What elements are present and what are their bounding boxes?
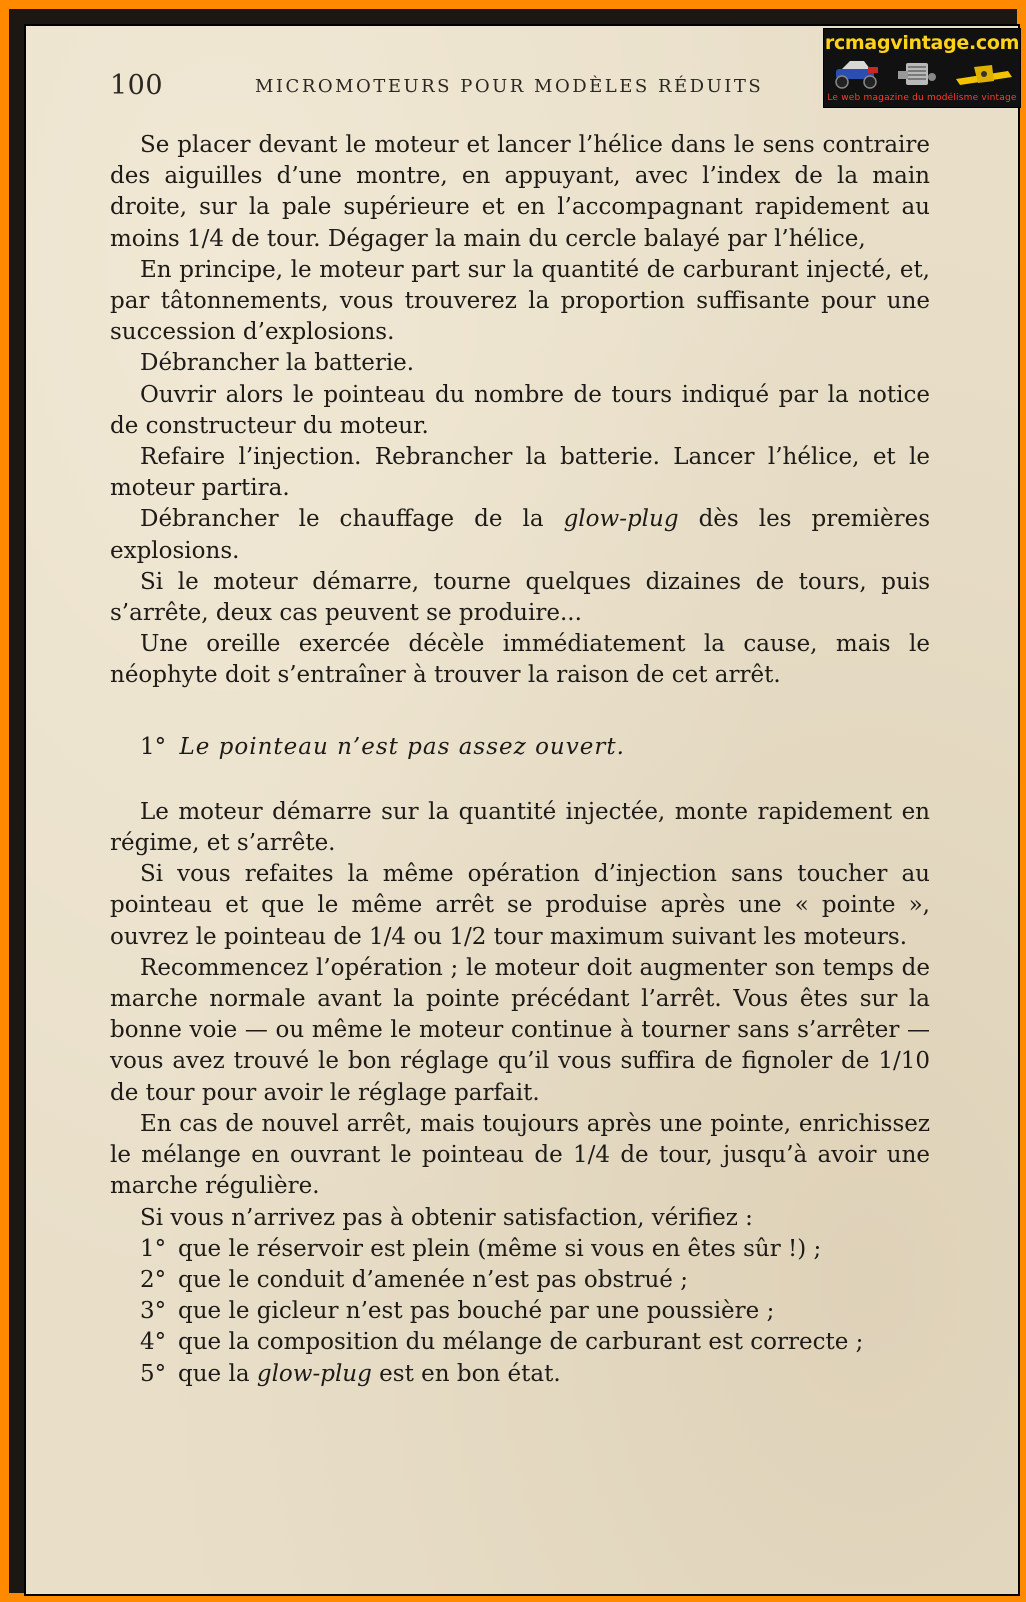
paragraph-text: Débrancher la batterie. [140, 350, 415, 377]
paragraph-text: dès les premières explosions. [110, 506, 930, 564]
page-number: 100 [110, 70, 164, 101]
checklist-number: 2° [140, 1266, 167, 1293]
model-engine-icon [898, 63, 936, 85]
paragraph: En cas de nouvel arrêt, mais toujours après une pointe, enrichissez le mélange en ouvrant le pointeau de 1/4 de tour, jusqu’à avoir une marche régulière. [110, 1110, 930, 1200]
checklist-number: 5° [140, 1360, 167, 1387]
checklist-number: 4° [140, 1329, 167, 1356]
paragraph: Recommencez l’opération ; le moteur doit augmenter son temps de marche normale avant la pointe précédant l’arrêt. Vous êtes sur la bonne voie — ou même le moteur continue à tourner sans s’arrêter — vous avez trouvé le bon réglage qu’il vous suffira de fignoler de 1/10 de tour pour avoir le réglage parfait. [110, 954, 930, 1106]
italic-term: glow-plug [256, 1360, 372, 1387]
checklist-text: que la [178, 1360, 257, 1387]
paragraph-text: Une oreille exercée décèle immédiatement la cause, mais le néophyte doit s’entraîner à trouver la raison de cet arrêt. [110, 631, 930, 689]
site-logo [823, 28, 1021, 108]
checklist-text: que le conduit d’amenée n’est pas obstrué ; [178, 1266, 688, 1293]
paragraph-text: Refaire l’injection. Rebrancher la batterie. Lancer l’hélice, et le moteur partira. [110, 444, 930, 502]
paragraph-text: En principe, le moteur part sur la quantité de carburant injecté, et, par tâtonnements, vous trouverez la proportion suffisante pour une succession d’explosions. [110, 256, 930, 346]
checklist-item [110, 1234, 930, 1265]
paragraph [110, 348, 930, 379]
checklist-item [110, 1327, 930, 1358]
checklist-item [110, 1359, 930, 1390]
logo-title: rcmagvintage.com [824, 32, 1020, 54]
checklist-number: 3° [140, 1298, 167, 1325]
paragraph-text: Se placer devant le moteur et lancer l’hélice dans le sens contraire des aiguilles d’une montre, en appuyant, avec l’index de la main droite, sur la pale supérieure et en l’accompagnant rapidement au moins 1/4 de tour. Dégager la main du cercle balayé par l’hélice, [110, 132, 930, 252]
logo-models-icon [828, 57, 1016, 91]
paragraph-text: Si le moteur démarre, tourne quelques dizaines de tours, puis s’arrête, deux cas peuvent se produire... [110, 568, 930, 627]
paragraph [110, 380, 930, 442]
rc-plane-icon [956, 65, 1012, 85]
paragraph: Si vous n’arrivez pas à obtenir satisfaction, vérifiez : [140, 1204, 753, 1231]
paragraph [110, 504, 930, 566]
checklist-item [110, 1265, 930, 1296]
page-body [110, 130, 930, 1390]
paragraph-text: Ouvrir alors le pointeau du nombre de tours indiqué par la notice de constructeur du moteur. [110, 381, 930, 439]
checklist [110, 1234, 930, 1390]
paragraph [110, 629, 930, 691]
section-title: Le pointeau n’est pas assez ouvert. [179, 733, 625, 760]
logo-subtitle: Le web magazine du modélisme vintage [827, 93, 1017, 103]
paragraph [110, 442, 930, 504]
italic-term: glow-plug [563, 506, 679, 533]
checklist-number: 1° [140, 1235, 167, 1262]
rc-car-icon [836, 61, 878, 88]
section-number: 1° [140, 733, 167, 760]
paragraph: Si vous refaites la même opération d’injection sans toucher au pointeau et que le même arrêt se produise après une « pointe », ouvrez le pointeau de 1/4 ou 1/2 tour maximum suivant les moteurs. [110, 861, 930, 950]
paragraph [110, 130, 930, 255]
page-header [110, 70, 910, 110]
paragraph: Le moteur démarre sur la quantité injectée, monte rapidement en régime, et s’arrête. [110, 798, 930, 857]
checklist-text: est en bon état. [371, 1360, 561, 1387]
paragraph [110, 567, 930, 629]
checklist-text: que la composition du mélange de carburant est correcte ; [178, 1329, 864, 1356]
paragraph [110, 255, 930, 349]
paragraphs-before-section [110, 130, 930, 692]
paragraphs-after-section [110, 797, 930, 1234]
running-title: MICROMOTEURS POUR MODÈLES RÉDUITS [255, 76, 764, 97]
book-page [24, 24, 1020, 1596]
checklist-text: que le réservoir est plein (même si vous en êtes sûr !) ; [178, 1235, 822, 1262]
paragraph-text: Débrancher le chauffage de la [140, 506, 564, 533]
section-heading [110, 732, 930, 763]
checklist-text: que le gicleur n’est pas bouché par une poussière ; [178, 1298, 775, 1325]
checklist-item [110, 1296, 930, 1327]
